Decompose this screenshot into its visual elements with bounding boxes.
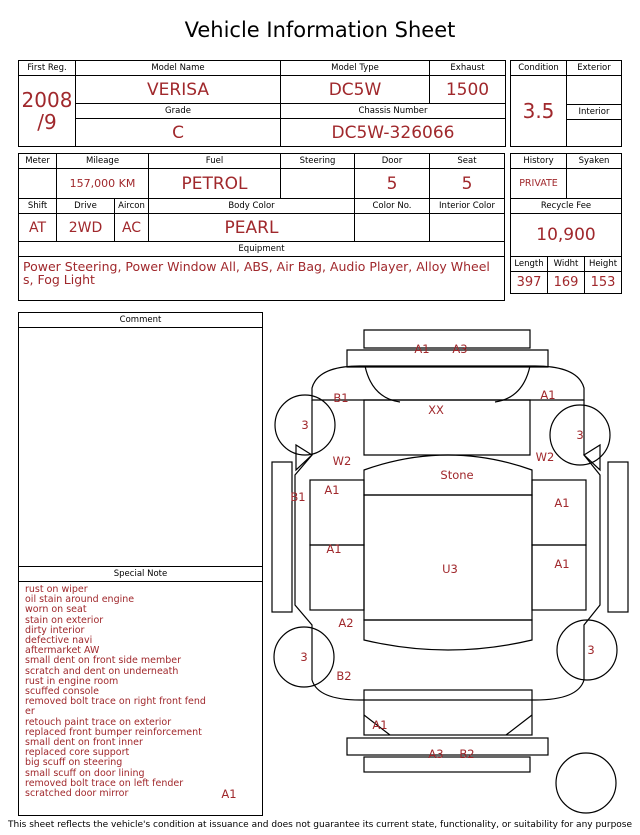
mirror-left-shape xyxy=(296,445,312,470)
first-reg-label: First Reg. xyxy=(19,61,76,76)
syaken-label: Syaken xyxy=(567,154,622,169)
headlight-right-shape xyxy=(495,366,530,402)
aircon-label: Aircon xyxy=(115,199,149,214)
interior-label: Interior xyxy=(567,105,622,120)
drive-value: 2WD xyxy=(57,214,115,242)
special-note-item: big scuff on steering xyxy=(25,757,123,769)
special-note-item: rust on wiper xyxy=(25,584,88,595)
width-label: Widht xyxy=(548,257,585,272)
body-color-label: Body Color xyxy=(149,199,355,214)
door-value: 5 xyxy=(355,169,430,199)
model-type-label: Model Type xyxy=(281,61,430,76)
dmg-b2-left: B2 xyxy=(336,669,352,683)
special-note-box xyxy=(18,566,263,816)
history-label: History xyxy=(511,154,567,169)
fuel-label: Fuel xyxy=(149,154,281,169)
chassis-label: Chassis Number xyxy=(281,104,506,119)
dmg-tire-rear-right: 3 xyxy=(587,643,595,657)
spare-tire-shape xyxy=(556,753,616,813)
vehicle-header-table xyxy=(18,60,506,147)
model-name-value: VERISA xyxy=(76,76,281,104)
exhaust-value: 1500 xyxy=(430,76,506,104)
special-note-item: rust in engine room xyxy=(25,675,119,687)
dmg-windshield: Stone xyxy=(440,468,474,482)
recycle-label: Recycle Fee xyxy=(511,199,622,214)
condition-table xyxy=(510,60,622,147)
special-note-item: removed bolt trace on right front fend xyxy=(25,696,206,708)
dmg-a2-left: A2 xyxy=(338,616,354,630)
history-table xyxy=(510,153,622,294)
special-note-item: aftermarket AW xyxy=(25,645,100,657)
dmg-rear-door-right: A1 xyxy=(554,557,570,571)
model-type-value: DC5W xyxy=(281,76,430,104)
front-bumper-shape xyxy=(364,330,530,348)
vehicle-details-table xyxy=(18,153,505,301)
height-value: 153 xyxy=(585,272,622,294)
dmg-tire-front-left: 3 xyxy=(301,418,309,432)
comment-box xyxy=(18,312,263,567)
drive-label: Drive xyxy=(57,199,115,214)
dmg-hood: XX xyxy=(428,403,444,417)
dmg-tire-rear-left: 3 xyxy=(300,650,308,664)
front-door-right-shape xyxy=(532,480,586,545)
color-no-label: Color No. xyxy=(355,199,430,214)
disclaimer-footer: This sheet reflects the vehicle's condition at issuance and does not guarantee its current state, functionality, or suitability for any purpose xyxy=(7,820,633,830)
dmg-front-door-right: A1 xyxy=(554,496,570,510)
height-label: Height xyxy=(585,257,622,272)
headlight-left-shape xyxy=(365,366,400,402)
width-value: 169 xyxy=(548,272,585,294)
dmg-a1-front-right: A1 xyxy=(540,388,556,402)
seat-value: 5 xyxy=(430,169,505,199)
recycle-value: 10,900 xyxy=(511,214,622,257)
dmg-tailgate: A1 xyxy=(372,718,388,732)
body-color-value: PEARL xyxy=(149,214,355,242)
special-note-item: replaced front bumper reinforcement xyxy=(25,726,202,738)
seat-label: Seat xyxy=(430,154,505,169)
special-note-item: small dent on front inner xyxy=(25,737,143,749)
right-sill-shape xyxy=(608,462,628,612)
shift-value: AT xyxy=(19,214,57,242)
exhaust-label: Exhaust xyxy=(430,61,506,76)
aircon-value: AC xyxy=(115,214,149,242)
special-note-item: defective navi xyxy=(25,635,93,647)
special-note-item: scratched door mirror xyxy=(25,788,129,800)
tailgate-shape xyxy=(364,690,532,735)
model-name-label: Model Name xyxy=(76,61,281,76)
interior-color-label: Interior Color xyxy=(430,199,505,214)
chassis-value: DC5W-326066 xyxy=(281,119,506,147)
tail-lamp-shape xyxy=(364,715,532,735)
dmg-rear-b2: B2 xyxy=(459,747,475,761)
special-note-item: removed bolt trace on left fender xyxy=(25,777,184,789)
dmg-b1-front-left: B1 xyxy=(333,391,349,405)
special-note-item: er xyxy=(25,706,35,718)
dmg-roof: U3 xyxy=(442,562,458,576)
special-note-item: worn on seat xyxy=(25,604,87,616)
hood-shape xyxy=(364,400,530,455)
dmg-w2-right: W2 xyxy=(535,450,555,464)
rear-window-shape xyxy=(364,620,532,650)
car-damage-diagram xyxy=(221,322,628,818)
fuel-value: PETROL xyxy=(149,169,281,199)
door-label: Door xyxy=(355,154,430,169)
equipment-value: Power Steering, Power Window All, ABS, Air Bag, Audio Player, Alloy Wheels, Fog Light xyxy=(19,257,505,301)
special-note-item: oil stain around engine xyxy=(25,594,135,606)
meter-label: Meter xyxy=(19,154,57,169)
length-label: Length xyxy=(511,257,548,272)
special-note-item: dirty interior xyxy=(25,624,85,636)
special-note-item: small dent on front side member xyxy=(25,655,182,667)
dmg-w2-left: W2 xyxy=(332,454,352,468)
dmg-rear-door-left: A1 xyxy=(326,542,342,556)
special-note-item: scratch and dent on underneath xyxy=(25,665,179,677)
dmg-front-a3: A3 xyxy=(452,342,468,356)
special-note-label: Special Note xyxy=(19,567,262,582)
rear-door-right-shape xyxy=(532,545,586,610)
condition-label: Condition xyxy=(511,61,567,76)
length-value: 397 xyxy=(511,272,548,294)
equipment-label: Equipment xyxy=(19,242,505,257)
condition-value: 3.5 xyxy=(511,76,567,147)
steering-label: Steering xyxy=(281,154,355,169)
front-bumper-lower-shape xyxy=(347,350,548,367)
roof-shape xyxy=(364,495,532,620)
dmg-front-a1: A1 xyxy=(414,342,430,356)
special-note-item: stain on exterior xyxy=(25,614,104,626)
special-note-list xyxy=(19,582,262,799)
special-note-item: small scuff on door lining xyxy=(25,767,145,779)
dmg-b1-left: B1 xyxy=(290,490,306,504)
dmg-spare: A1 xyxy=(221,787,237,801)
page-title: Vehicle Information Sheet xyxy=(184,18,456,42)
rear-bumper-shape xyxy=(347,738,548,755)
special-note-item: retouch paint trace on exterior xyxy=(25,716,172,728)
dmg-rear-a3: A3 xyxy=(428,747,444,761)
exterior-label: Exterior xyxy=(567,61,622,76)
dmg-tire-front-right: 3 xyxy=(576,428,584,442)
grade-value: C xyxy=(76,119,281,147)
history-value: PRIVATE xyxy=(511,169,567,199)
shift-label: Shift xyxy=(19,199,57,214)
comment-label: Comment xyxy=(19,313,262,328)
mileage-value: 157,000 KM xyxy=(57,169,149,199)
left-sill-shape xyxy=(272,462,292,612)
dmg-front-door-left: A1 xyxy=(324,483,340,497)
rear-bumper-lower-shape xyxy=(364,757,530,772)
special-note-item: scuffed console xyxy=(25,686,99,698)
special-note-item: replaced core support xyxy=(25,747,130,759)
mirror-right-shape xyxy=(584,445,600,470)
first-reg-value: 2008 /9 xyxy=(19,76,76,147)
grade-label: Grade xyxy=(76,104,281,119)
mileage-label: Mileage xyxy=(57,154,149,169)
